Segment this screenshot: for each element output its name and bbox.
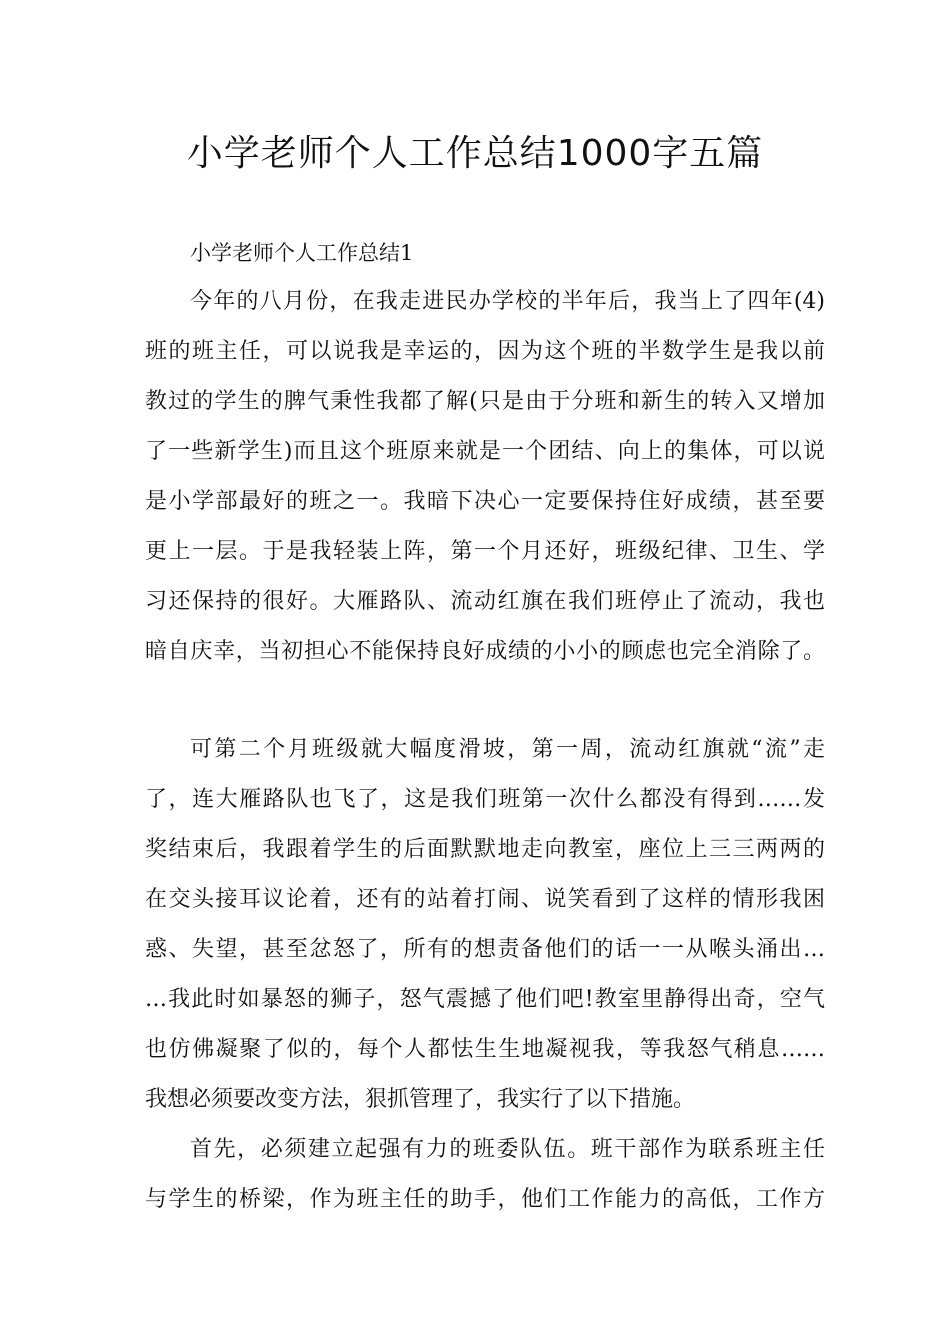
paragraph-line: 惑、失望，甚至忿怒了，所有的想责备他们的话一一从喉头涌出… bbox=[145, 937, 825, 962]
paragraph-line: 我想必须要改变方法，狠抓管理了，我实行了以下措施。 bbox=[145, 1087, 696, 1112]
paragraph-line: 了，连大雁路队也飞了，这是我们班第一次什么都没有得到……发 bbox=[145, 787, 825, 812]
paragraph-line: 奖结束后，我跟着学生的后面默默地走向教室，座位上三三两两的 bbox=[145, 837, 825, 862]
paragraph-line: 可第二个月班级就大幅度滑坡，第一周，流动红旗就“流”走 bbox=[190, 737, 825, 762]
paragraph-line: 是小学部最好的班之一。我暗下决心一定要保持住好成绩，甚至要 bbox=[145, 489, 825, 514]
paragraph-line: 教过的学生的脾气秉性我都了解(只是由于分班和新生的转入又增加 bbox=[145, 389, 825, 414]
paragraph-line: 了一些新学生)而且这个班原来就是一个团结、向上的集体，可以说 bbox=[145, 439, 825, 464]
paragraph-line: 班的班主任，可以说我是幸运的，因为这个班的半数学生是我以前 bbox=[145, 339, 825, 364]
paragraph-line: …我此时如暴怒的狮子，怒气震撼了他们吧!教室里静得出奇，空气 bbox=[145, 987, 825, 1012]
paragraph-line: 首先，必须建立起强有力的班委队伍。班干部作为联系班主任 bbox=[190, 1137, 825, 1162]
paragraph-line: 也仿佛凝聚了似的，每个人都怯生生地凝视我，等我怒气稍息…… bbox=[145, 1037, 825, 1062]
section-heading: 小学老师个人工作总结1 bbox=[190, 241, 414, 265]
paragraph-line: 习还保持的很好。大雁路队、流动红旗在我们班停止了流动，我也 bbox=[145, 589, 825, 614]
paragraph-line: 今年的八月份，在我走进民办学校的半年后，我当上了四年(4) bbox=[190, 289, 825, 314]
document-title: 小学老师个人工作总结1000字五篇 bbox=[186, 133, 764, 174]
paragraph-line: 暗自庆幸，当初担心不能保持良好成绩的小小的顾虑也完全消除了。 bbox=[145, 639, 825, 664]
paragraph-line: 与学生的桥梁，作为班主任的助手，他们工作能力的高低，工作方 bbox=[145, 1187, 825, 1212]
paragraph-line: 在交头接耳议论着，还有的站着打闹、说笑看到了这样的情形我困 bbox=[145, 887, 825, 912]
paragraph-line: 更上一层。于是我轻装上阵，第一个月还好，班级纪律、卫生、学 bbox=[145, 539, 825, 564]
